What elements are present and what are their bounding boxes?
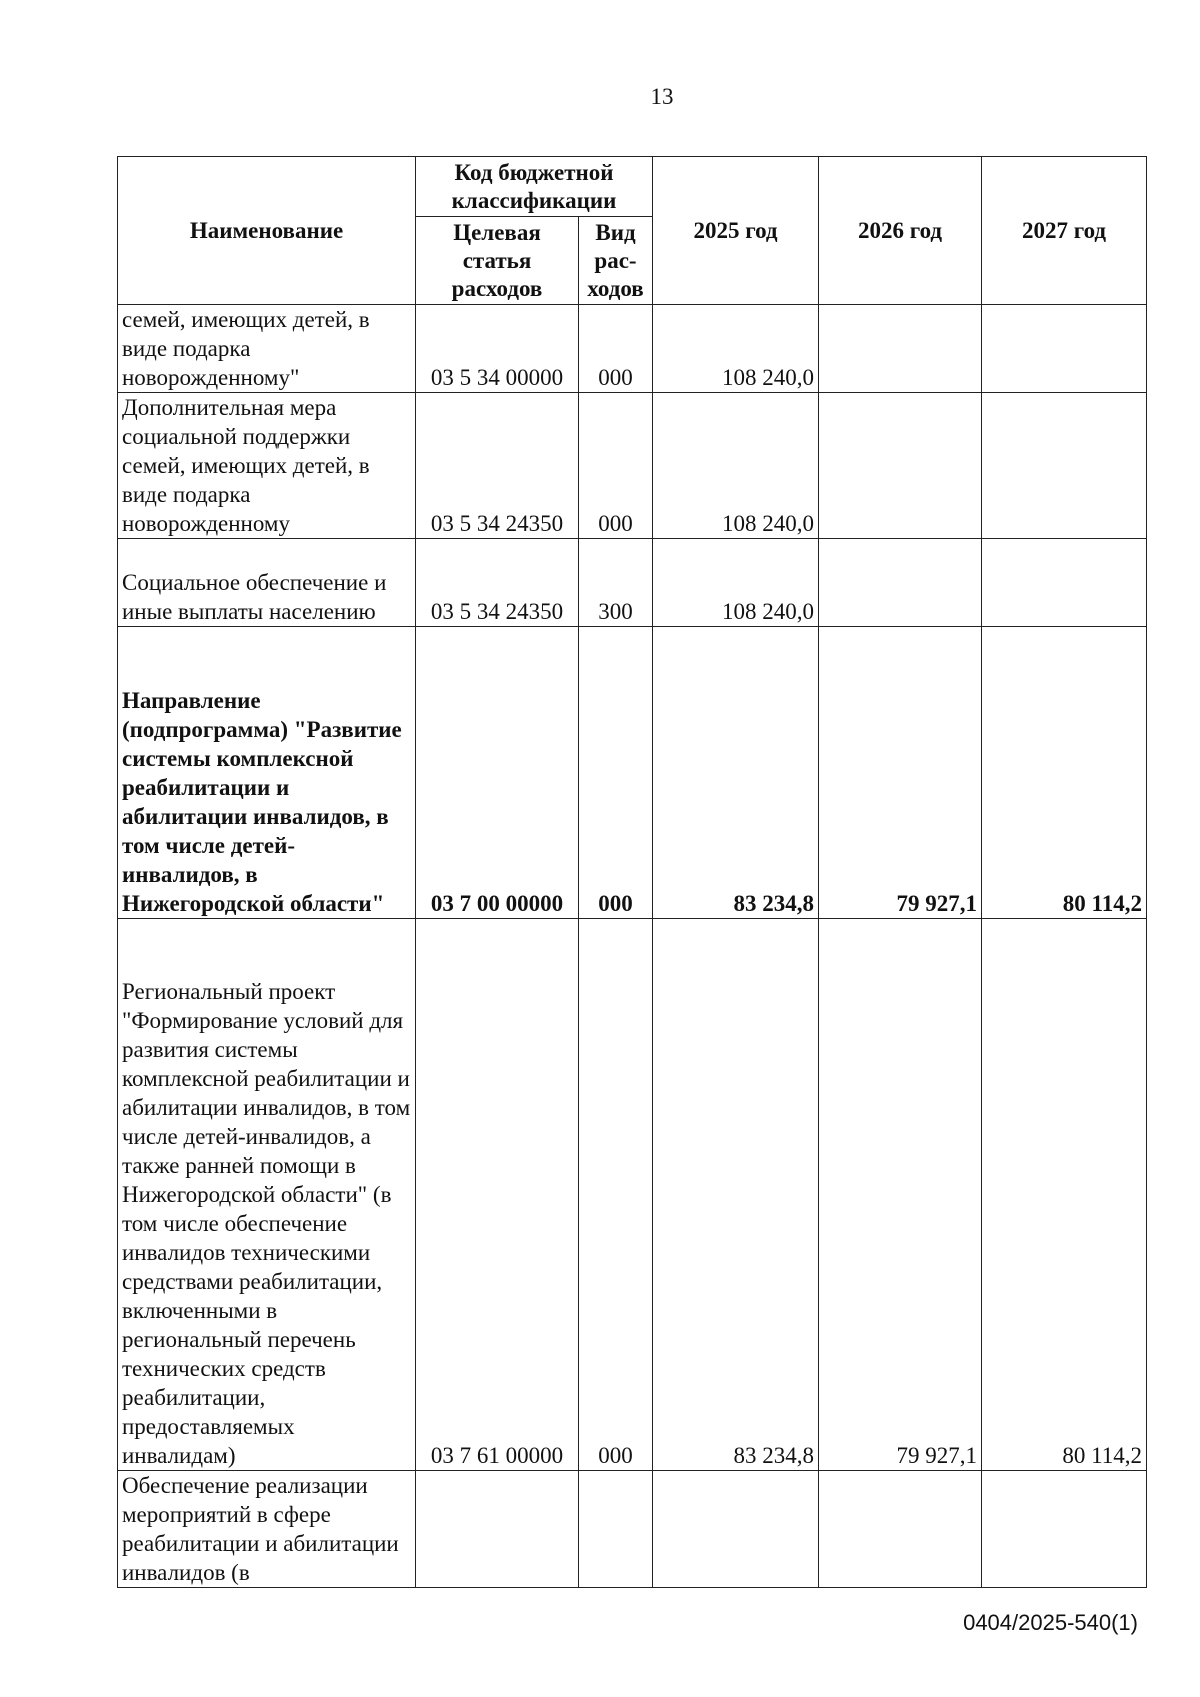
- header-code-group: Код бюджетной классификации: [416, 157, 653, 217]
- row-expense-type: [579, 1471, 653, 1588]
- row-2025: 83 234,8: [653, 919, 819, 1471]
- row-2026: [819, 393, 982, 539]
- row-name: Обеспечение реализации мероприятий в сфере реабилитации и абилитации инвалидов (в: [118, 1471, 416, 1588]
- row-expense-type: 000: [579, 305, 653, 393]
- row-2025: 108 240,0: [653, 305, 819, 393]
- row-name: Региональный проект "Формирование условий для развития системы комплексной реабилитации и абилитации инвалидов, в том числе детей-инвалидов, а также ранней помощи в Нижегородской области" (в том числе обеспечение инвалидов техническими средствами реабилитации, включенными в региональный перечень технических средств реабилитации, предоставляемых инвалидам): [118, 919, 416, 1471]
- row-2027: [982, 305, 1147, 393]
- budget-table: [117, 156, 1147, 1588]
- row-2027: [982, 1471, 1147, 1588]
- row-2027: [982, 539, 1147, 627]
- document-id: 0404/2025-540(1): [963, 1610, 1138, 1635]
- row-name: Направление (подпрограмма) "Развитие системы комплексной реабилитации и абилитации инвалидов, в том числе детей-инвалидов, в Нижегородской области": [118, 627, 416, 919]
- row-code: [416, 1471, 579, 1588]
- page-number: 13: [650, 84, 674, 109]
- row-2027: 80 114,2: [982, 919, 1147, 1471]
- row-2025: 83 234,8: [653, 627, 819, 919]
- header-year-2027: 2027 год: [982, 157, 1147, 305]
- row-name: Социальное обеспечение и иные выплаты населению: [118, 539, 416, 627]
- table-row: [118, 393, 1147, 539]
- header-expense-type: Вид рас-ходов: [579, 217, 653, 305]
- row-2027: [982, 393, 1147, 539]
- row-expense-type: 000: [579, 393, 653, 539]
- row-2025: 108 240,0: [653, 393, 819, 539]
- table-row: [118, 919, 1147, 1471]
- row-code: 03 5 34 24350: [416, 393, 579, 539]
- row-2026: [819, 305, 982, 393]
- row-name: Дополнительная мера социальной поддержки семей, имеющих детей, в виде подарка новорожденному: [118, 393, 416, 539]
- row-2025: [653, 1471, 819, 1588]
- row-2027: 80 114,2: [982, 627, 1147, 919]
- table-row: [118, 305, 1147, 393]
- row-2026: 79 927,1: [819, 919, 982, 1471]
- header-year-2026: 2026 год: [819, 157, 982, 305]
- table-row: [118, 539, 1147, 627]
- header-target-article: Целевая статья расходов: [416, 217, 579, 305]
- row-name: семей, имеющих детей, в виде подарка новорожденному": [118, 305, 416, 393]
- table-row: [118, 1471, 1147, 1588]
- row-code: 03 5 34 00000: [416, 305, 579, 393]
- row-expense-type: 300: [579, 539, 653, 627]
- header-name: Наименование: [118, 157, 416, 305]
- row-code: 03 5 34 24350: [416, 539, 579, 627]
- row-code: 03 7 00 00000: [416, 627, 579, 919]
- row-code: 03 7 61 00000: [416, 919, 579, 1471]
- table-row: [118, 627, 1147, 919]
- row-2026: [819, 539, 982, 627]
- header-year-2025: 2025 год: [653, 157, 819, 305]
- row-2026: 79 927,1: [819, 627, 982, 919]
- row-2026: [819, 1471, 982, 1588]
- row-expense-type: 000: [579, 919, 653, 1471]
- row-expense-type: 000: [579, 627, 653, 919]
- row-2025: 108 240,0: [653, 539, 819, 627]
